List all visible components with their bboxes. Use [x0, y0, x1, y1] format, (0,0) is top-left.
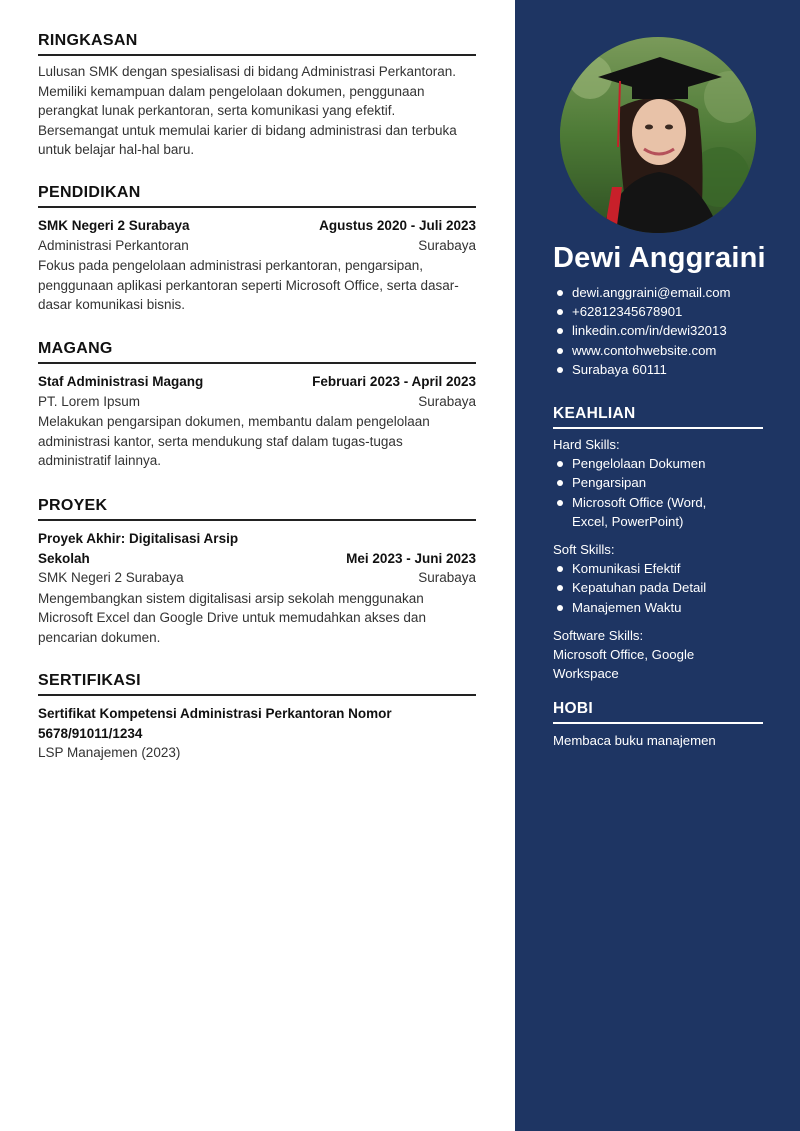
- certification-issuer: LSP Manajemen (2023): [38, 745, 181, 760]
- hard-skills-label: Hard Skills:: [553, 437, 620, 452]
- soft-skills-list: [553, 559, 763, 617]
- contact-website: www.contohwebsite.com: [553, 341, 731, 360]
- internship-description: Melakukan pengarsipan dokumen, membantu dalam pengelolaan administrasi kantor, serta mendukung staf dalam tugas-tugas administratif lainnya.: [38, 414, 430, 469]
- hard-skill-item: Pengelolaan Dokumen: [553, 454, 763, 473]
- soft-skill-item: Komunikasi Efektif: [553, 559, 763, 578]
- project-section: [38, 497, 476, 647]
- project-location: Surabaya: [418, 570, 476, 585]
- soft-skill-item: Kepatuhan pada Detail: [553, 578, 763, 597]
- contact-address: Surabaya 60111: [553, 360, 731, 379]
- internship-role: Staf Administrasi Magang: [38, 374, 204, 389]
- education-location: Surabaya: [418, 237, 476, 253]
- internship-location: Surabaya: [418, 393, 476, 409]
- contact-email: dewi.anggraini@email.com: [553, 283, 731, 302]
- contact-linkedin: linkedin.com/in/dewi32013: [553, 321, 731, 340]
- internship-section: [38, 340, 476, 471]
- internship-period: Februari 2023 - April 2023: [312, 374, 476, 389]
- software-skills-label: Software Skills:: [553, 627, 644, 643]
- education-major: Administrasi Perkantoran: [38, 237, 189, 253]
- hobby-text: Membaca buku manajemen: [553, 733, 716, 748]
- skills-block: [553, 435, 763, 683]
- profile-photo: [560, 37, 756, 233]
- summary-section: [38, 32, 476, 160]
- hobby-title: HOBI: [553, 700, 763, 724]
- soft-skill-item: Manajemen Waktu: [553, 598, 763, 617]
- sidebar: [515, 0, 800, 1131]
- contact-list: [553, 283, 731, 379]
- education-section: [38, 184, 476, 315]
- internship-title: MAGANG: [38, 340, 476, 364]
- education-school: SMK Negeri 2 Surabaya: [38, 218, 190, 233]
- project-description: Mengembangkan sistem digitalisasi arsip sekolah menggunakan Microsoft Excel dan Google Drive untuk memudahkan akses dan pencarian dokumen.: [38, 590, 426, 645]
- hard-skills-list: [553, 454, 763, 531]
- certification-name: Sertifikat Kompetensi Administrasi Perkantoran Nomor 5678/91011/1234: [38, 706, 392, 741]
- education-period: Agustus 2020 - Juli 2023: [319, 218, 476, 233]
- project-title: PROYEK: [38, 497, 476, 521]
- hard-skill-item: Microsoft Office (Word, Excel, PowerPoint): [553, 493, 718, 531]
- education-description: Fokus pada pengelolaan administrasi perkantoran, pengarsipan, penggunaan aplikasi perkantoran seperti Microsoft Office, serta dasar-dasar komunikasi bisnis.: [38, 258, 459, 313]
- contact-phone: +62812345678901: [553, 302, 731, 321]
- profile-name: Dewi Anggraini: [553, 242, 766, 274]
- project-organization: SMK Negeri 2 Surabaya: [38, 570, 184, 585]
- project-name-line2: Sekolah: [38, 550, 90, 566]
- certification-section: [38, 672, 476, 763]
- internship-company: PT. Lorem Ipsum: [38, 393, 141, 409]
- project-name-line1: Proyek Akhir: Digitalisasi Arsip: [38, 531, 239, 546]
- certification-title: SERTIFIKASI: [38, 672, 476, 696]
- hard-skill-item: Pengarsipan: [553, 473, 763, 492]
- summary-title: RINGKASAN: [38, 32, 476, 56]
- soft-skills-label: Soft Skills:: [553, 542, 615, 558]
- software-skills: Microsoft Office, Google Workspace: [553, 647, 695, 682]
- skills-title: KEAHLIAN: [553, 405, 763, 429]
- education-title: PENDIDIKAN: [38, 184, 476, 208]
- summary-text: Lulusan SMK dengan spesialisasi di bidang Administrasi Perkantoran. Memiliki kemampuan dalam pengelolaan dokumen, penggunaan perangkat lunak perkantoran, serta komunikasi yang efektif. Bersemangat untuk memulai karier di bidang administrasi dan terbuka untuk belajar hal-hal baru.: [38, 64, 457, 158]
- project-period: Mei 2023 - Juni 2023: [346, 550, 476, 566]
